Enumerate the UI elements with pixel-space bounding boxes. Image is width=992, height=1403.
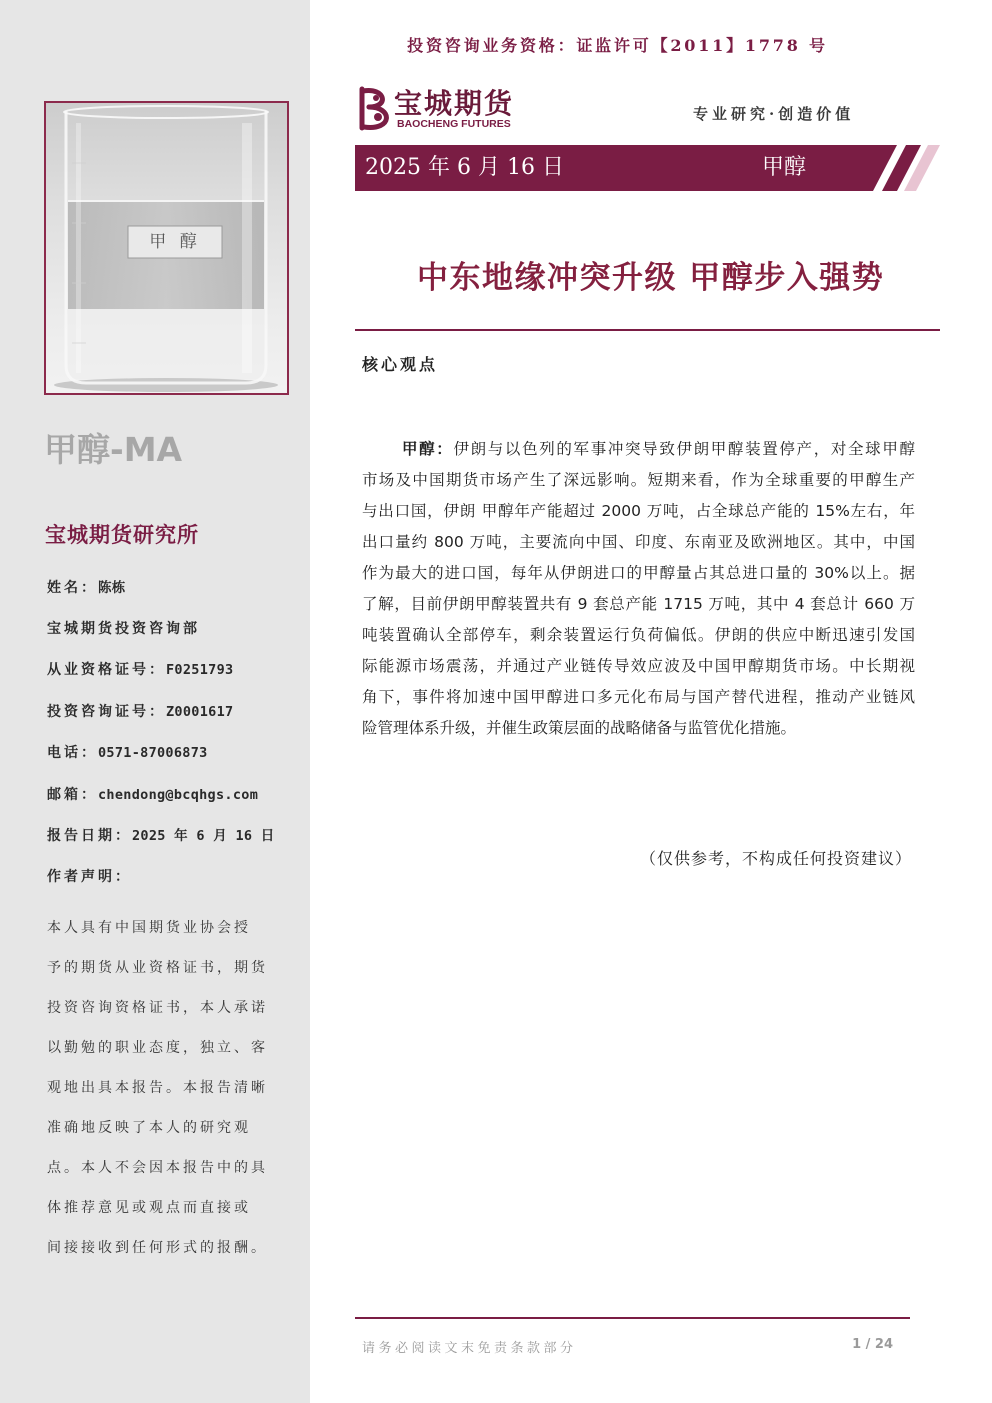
title-divider [355,329,940,331]
paragraph-line: 市场及中国期货市场产生了深远影响。短期来看，作为全球重要的甲醇生产 [362,471,915,489]
slogan: 专业研究·创造价值 [693,105,855,123]
statement-line: 予的期货从业资格证书，期货 [47,960,268,976]
info-label: 报告日期： [47,828,132,844]
banner-date: 2025 年 6 月 16 日 [365,155,564,180]
info-value: 陈栋 [98,580,126,596]
logo-english: BAOCHENG FUTURES [397,118,511,130]
product-title: 甲醇-MA [44,430,183,469]
statement-line: 观地出具本报告。本报告清晰 [47,1080,268,1096]
footer-note: 请务必阅读文末免责条款部分 [362,1341,577,1356]
section-heading: 核心观点 [362,355,439,374]
paragraph-line: 出口量约 800 万吨，主要流向中国、印度、东南亚及欧洲地区。其中，中国 [362,533,915,551]
statement-line: 点。本人不会因本报告中的具 [47,1160,268,1176]
author-statement-heading [47,866,132,886]
paragraph-line: 险管理体系升级，并催生政策层面的战略储备与监管优化措施。 [362,719,797,737]
info-value: F0251793 [166,662,234,678]
info-label: 宝城期货投资咨询部 [47,621,200,637]
statement-line: 以勤勉的职业态度，独立、客 [47,1040,268,1056]
report-date [47,825,275,845]
info-label: 电话： [47,745,98,761]
paragraph-text: 伊朗与以色列的军事冲突导致伊朗甲醇装置停产，对全球甲醇 [453,440,915,458]
report-title: 中东地缘冲突升级 甲醇步入强势 [417,260,885,296]
paragraph-line: 与出口国，伊朗 甲醇年产能超过 2000 万吨，占全球总产能的 15%左右，年 [362,502,915,520]
license-line: 投资咨询业务资格：证监许可【2011】1778 号 [407,36,828,55]
info-label: 邮箱： [47,787,98,803]
analyst-name [47,577,126,597]
paragraph-line: 了解，目前伊朗甲醇装置共有 9 套总产能 1715 万吨，其中 4 套总计 660 万 [362,595,915,613]
info-label: 姓名： [47,580,98,596]
info-value: chendong@bcqhgs.com [98,787,259,803]
info-label: 作者声明： [47,869,132,885]
statement-line: 准确地反映了本人的研究观 [47,1120,251,1136]
statement-line: 本人具有中国期货业协会授 [47,920,251,936]
paragraph-line: 吨装置确认全部停车，剩余装置运行负荷偏低。伊朗的供应中断迅速引发国 [362,626,915,644]
paragraph-line [362,437,915,468]
paragraph-lead: 甲醇： [402,439,454,458]
info-value: 2025 年 6 月 16 日 [132,828,275,844]
email [47,784,258,804]
info-label: 从业资格证号： [47,662,166,678]
product-photo [44,101,289,395]
disclaimer: （仅供参考，不构成任何投资建议） [639,849,912,868]
phone [47,742,208,762]
info-value: 0571-87006873 [98,745,208,761]
institute-name: 宝城期货研究所 [45,523,199,547]
info-value: Z0001617 [166,704,234,720]
consulting-number [47,701,233,721]
paragraph-line: 角下，事件将加速中国甲醇进口多元化布局与国产替代进程，推动产业链风 [362,688,915,706]
paragraph-line: 际能源市场震荡，并通过产业链传导效应波及中国甲醇期货市场。中长期视 [362,657,915,675]
paragraph-line: 作为最大的进口国，每年从伊朗进口的甲醇量占其总进口量的 30%以上。据 [362,564,915,582]
beaker-label: 甲 醇 [149,232,201,252]
logo-wordmark: 宝城期货 [394,87,515,120]
statement-line: 间接接收到任何形式的报酬。 [47,1240,268,1256]
qualification-number [47,659,233,679]
info-label: 投资咨询证号： [47,704,166,720]
statement-line: 体推荐意见或观点而直接或 [47,1200,251,1216]
logo-mark-icon [355,85,393,135]
footer-divider [355,1317,910,1319]
core-view-paragraph [362,437,915,747]
page-number: 1 / 24 [852,1337,893,1352]
department [47,618,200,638]
statement-line: 投资咨询资格证书，本人承诺 [47,1000,268,1016]
banner-product: 甲醇 [762,155,807,180]
